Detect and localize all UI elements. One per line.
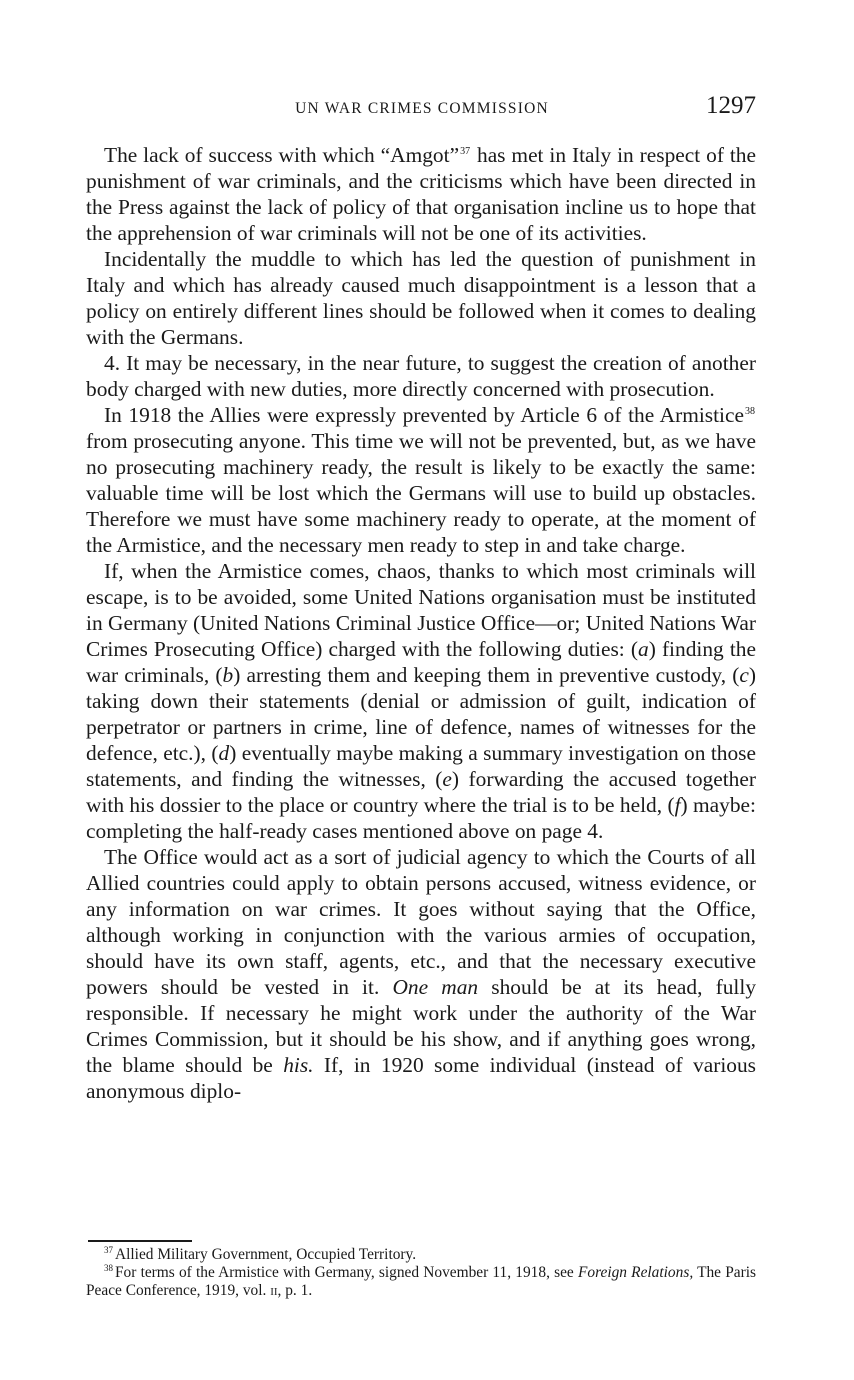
duty-letter-a: a	[637, 637, 649, 661]
footnote-volume: ii	[270, 1282, 278, 1299]
paragraph-3: 4. It may be necessary, in the near future, to suggest the creation of another body charged with new duties, more directly concerned with prosecution.	[86, 351, 756, 401]
emphasis-one-man: One man	[392, 975, 479, 999]
footnote-number: 38	[104, 1263, 113, 1273]
paragraph-5-text: ) maybe: completing the half-ready cases mentioned above on page 4.	[86, 793, 756, 843]
paragraph-6-text: If, in 1920 some individual (instead of various anonymous diplo-	[86, 1053, 756, 1103]
paragraph-5-text: ) finding the war criminals, (	[86, 637, 756, 687]
paragraph-5-text: ) arresting them and keeping them in preventive custody, (	[233, 663, 740, 687]
paragraph-5	[86, 558, 756, 844]
paragraph-1	[86, 142, 756, 246]
footnote-text: Allied Military Government, Occupied Territory.	[115, 1246, 417, 1263]
page-number: 1297	[706, 92, 756, 119]
duty-letter-b: b	[222, 663, 234, 687]
footnote-37	[86, 1246, 756, 1264]
running-header	[88, 92, 756, 126]
body-text	[86, 142, 756, 1104]
duty-letter-d: d	[218, 741, 230, 765]
paragraph-6-text: The Office would act as a sort of judicial agency to which the Courts of all Allied countries could apply to obtain persons accused, witness evidence, or any information on war crimes. It goes without saying that the Office, although working in conjunction with the various armies of occupation, should have its own staff, agents, etc., and that the necessary executive powers should be vested in it.	[86, 845, 756, 999]
paragraph-5-text: ) taking down their statements (denial or admission of guilt, indication of perpetrator or partners in crime, line of defence, names of witnesses for the defence, etc.), (	[86, 663, 756, 765]
footnote-italic-title: Foreign Relations,	[577, 1264, 694, 1281]
footnote-divider	[88, 1240, 192, 1242]
paragraph-5-text: ) eventually maybe making a summary investigation on those statements, and finding the witnesses, (	[86, 741, 756, 791]
footnotes	[86, 1246, 756, 1300]
footnote-text: , p. 1.	[277, 1282, 313, 1299]
emphasis-his: his.	[283, 1053, 314, 1077]
duty-letter-e: e	[442, 767, 452, 791]
paragraph-2: Incidentally the muddle to which has led the question of punishment in Italy and which has already caused much disappointment is a lesson that a policy on entirely different lines should be followed when it comes to dealing with the Germans.	[86, 247, 756, 349]
paragraph-4-text-b: from prosecuting anyone. This time we will not be prevented, but, as we have no prosecuting machinery ready, the result is likely to be exactly the same: valuable time will be lost which the Germans will use to build up obstacles. Therefore we must have some machinery ready to operate, at the moment of the Armistice, and the necessary men ready to step in and take charge.	[86, 429, 756, 557]
duty-letter-c: c	[739, 663, 749, 687]
footnote-ref-37: 37	[460, 146, 471, 157]
duty-letter-f: f	[674, 793, 681, 817]
paragraph-6-text: should be at its head, fully responsible. If necessary he might work under the authority of the War Crimes Commission, but it should be his show, and if anything goes wrong, the blame should be	[86, 975, 757, 1077]
paragraph-4-text-a: In 1918 the Allies were expressly prevented by Article 6 of the Armistice	[104, 403, 744, 427]
paragraph-4	[86, 402, 756, 558]
footnote-text: The Paris Peace Conference, 1919, vol.	[86, 1264, 756, 1299]
paragraph-1-text-a: The lack of success with which “Amgot”	[104, 143, 460, 167]
paragraph-5-text: ) forwarding the accused together with his dossier to the place or country where the trial is to be held, (	[86, 767, 756, 817]
paragraph-1-text-b: has met in Italy in respect of the punishment of war criminals, and the criticisms which have been directed in the Press against the lack of policy of that organisation incline us to hope that the apprehension of war criminals will not be one of its activities.	[86, 143, 756, 245]
paragraph-6	[86, 844, 756, 1104]
footnote-text: For terms of the Armistice with Germany, signed November 11, 1918, see	[115, 1264, 578, 1281]
footnote-number: 37	[104, 1245, 113, 1255]
running-title: UN WAR CRIMES COMMISSION	[295, 100, 549, 117]
paragraph-5-text: If, when the Armistice comes, chaos, thanks to which most criminals will escape, is to be avoided, some United Nations organisation must be instituted in Germany (United Nations Criminal Justice Office—or; United Nations War Crimes Prosecuting Office) charged with the following duties: (	[86, 559, 756, 661]
footnote-38	[86, 1264, 756, 1300]
footnote-ref-38: 38	[745, 406, 755, 417]
